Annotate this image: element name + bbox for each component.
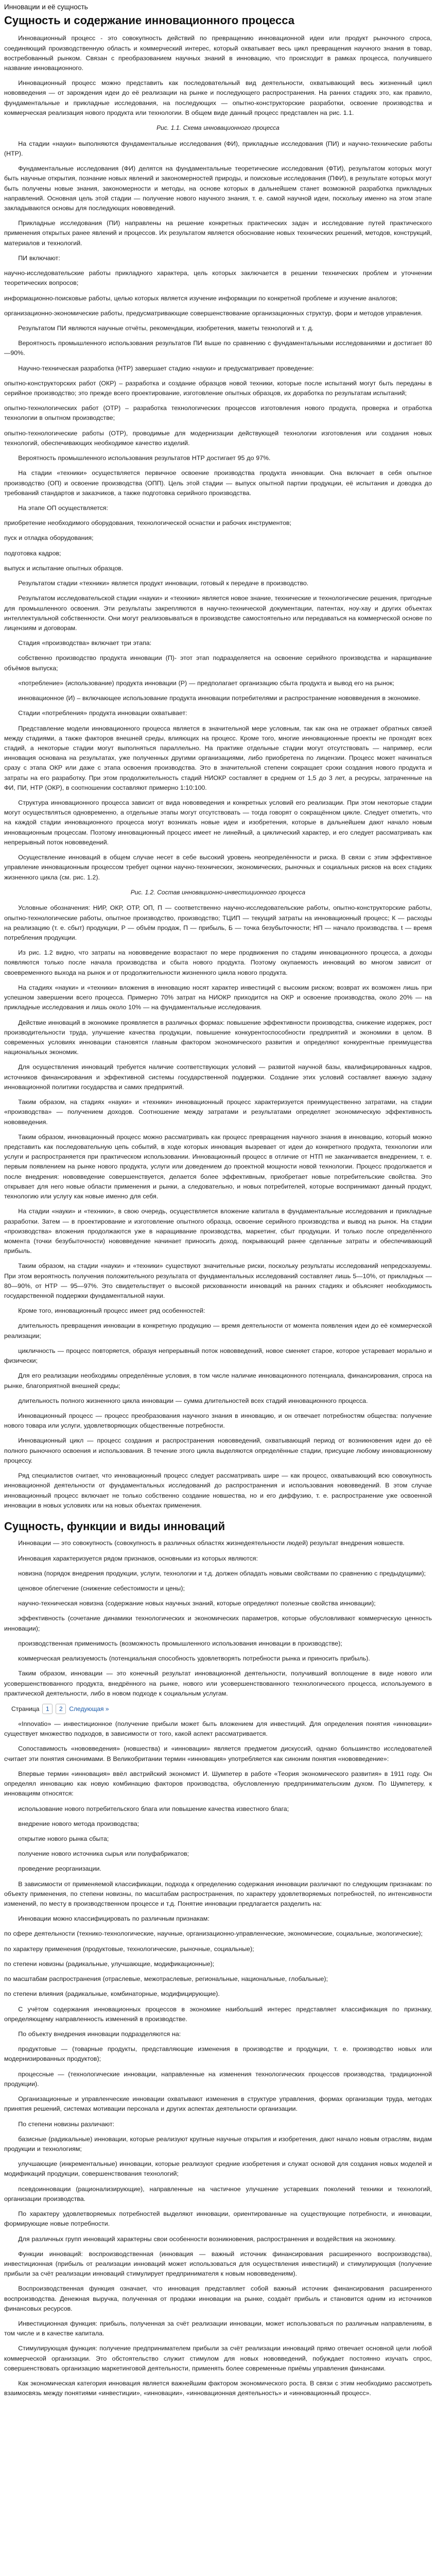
paragraph: На стадиях «науки» и «техники» вложения в инновацию носят характер инвестиций с высоким риском; возврат их возможен лишь при успешном завершении всего процесса. Примерно 70% затрат на НИОКР приходится на ОКР и освоение производства, около 20% — на прикладные исследования и лишь около 10% — на фундаментальные исследования. (4, 984, 432, 1011)
paragraph: Таким образом, инновационный процесс можно рассматривать как процесс превращения научного знания в инновацию, который можно представить как последовательную цепь событий, в ходе которых инновация вызревает от идеи до конкретного продукта, технологии или услуги и распространяется при практическом использовании. Инновационный процесс в отличие от НТП не заканчивается внедрением, т. е. первым появлением на рынке нового продукта, услуги или доведением до проектной мощности новой технологии. Процесс продолжается и после внедрения: нововведение совершенствуется, делается более эффективным, приобретает новые потребительские свойства. Это открывает для него новые области применения и рынки, а следовательно, и новых потребителей, которые воспринимают данный продукт, технологию или услугу как новые именно для себя. (4, 1133, 432, 1200)
paragraph: Фундаментальные исследования (ФИ) делятся на фундаментальные теоретические исследования (ФТИ), результатом которых могут быть научные открытия, познание новых явлений и закономерностей природы, и поисковые исследования (ПФИ), в результате которых могут быть получены новые знания, закономерности и методы, на основе которых в дальнейшем станет возможной разработка прикладных направлений. Основная цель этой стадии — получение нового научного знания, т. е. самой научной идеи, поскольку именно на этом этапе закладываются основы для последующих нововведений. (4, 165, 432, 212)
paragraph: По объекту внедрения инновации подразделяются на: (18, 2030, 181, 2038)
paragraph: Инновация характеризуется рядом признаков, основными из которых являются: (18, 1554, 258, 1562)
section-8 (4, 903, 432, 1511)
paragraph: Ряд специалистов считает, что инновационный процесс следует рассматривать шире — как процесс, охватывающий всю совокупность инновационной деятельности от фундаментальных исследований до распространения и использования нововведений. В этом случае инновационный процесс включает не только собственно создание новшества, но и его диффузию, т. е. распространение уже освоенной инновации в новых условиях или на новых объектах применения. (4, 1472, 432, 1509)
paragraph: По характеру удовлетворяемых потребностей выделяют инновации, ориентированные на существующие потребности, и инновации, формирующие новые потребности. (4, 2210, 432, 2228)
paragraph: Инновационный цикл — процесс создания и распространения нововведений, охватывающий период от возникновения идеи до её полного рыночного освоения и использования. В течение этого цикла выделяются определённые стадии, присущие любому инновационному процессу. (4, 1437, 432, 1464)
paragraph: Сопоставимость «нововведения» (новшества) и «инновации» является предметом дискуссий, однако большинство исследователей считает эти понятия синонимами. В Великобритании термин «инновация» употребляется как синоним понятия «нововведение»: (4, 1745, 432, 1762)
paragraph: На стадии «техники» осуществляется первичное освоение производства продукта инновации. Она включает в себя опытное производство (ОП) и освоение производства (ОПП). Цель этой стадии — выпуск опытной партии продукции, её испытания и доводка до требований стандартов и заказчиков, а также подготовка серийного производства. (4, 469, 432, 497)
list-item: пуск и отладка оборудования; (4, 534, 94, 542)
paragraph: длительность превращения инновации в конкретную продукцию — время деятельности от момента появления идеи до её коммерческой реализации; (4, 1322, 432, 1340)
paragraph: собственно производство продукта инновации (П)- этот этап подразделяется на освоение серийного производства и наращивание объёмов выпуска; (4, 654, 432, 672)
list-item: подготовка кадров; (4, 549, 61, 557)
paragraph: Инновации — это совокупность (совокупность в различных областях жизнедеятельности людей) результат внедрения новшеств. (18, 1539, 405, 1547)
paragraph: использование нового потребительского блага или повышение качества известного блага; (18, 1805, 289, 1812)
paragraph: Таким образом, на стадии «науки» и «техники» существуют значительные риски, поскольку результаты исследований непредсказуемы. При этом вероятность получения положительного результата от фундаментальных исследований составляет лишь 5—10%, от прикладных — 80—90%, от НТР — 95—97%. Это свидетельствует о высокой рискованности инноваций на ранних стадиях и объясняет необходимость государственной поддержки фундаментальной науки. (4, 1262, 432, 1300)
paragraph: Таким образом, на стадиях «науки» и «техники» инновационный процесс характеризуется преимущественно затратами, на стадии «производства» — получением доходов. Соотношение между затратами и результатами определяет экономическую эффективность нововведения. (4, 1098, 432, 1126)
paragraph: внедрение нового метода производства; (18, 1820, 139, 1827)
pagination-page-2[interactable]: 2 (56, 1704, 66, 1714)
paragraph: Функции инноваций: воспроизводственная (инновация — важный источник финансирования расширенного воспроизводства), инвестиционная (прибыль от реализации инноваций может использоваться для осуществления инвестиций) и стимулирующая (получение прибыли за счёт реализации инноваций стимулирует предпринимателя к новым нововведениям). (4, 2250, 432, 2278)
paragraph: Инновации можно классифицировать по различным признакам: (18, 1915, 210, 1923)
pagination-next-link[interactable]: Следующая » (69, 1705, 109, 1713)
paragraph: Осуществление инноваций в общем случае несет в себе высокий уровень неопределённости и риска. В связи с этим эффективное управление инновационным процессом требует оценки научно-технических, экономических, рыночных и социальных рисков на всех стадиях жизненного цикла (см. рис. 1.2). (4, 854, 432, 881)
paragraph: Для различных групп инноваций характерны свои особенности возникновения, распространения и воздействия на экономику. (18, 2235, 396, 2243)
list-3 (4, 518, 432, 573)
paragraph: Условные обозначения: НИР, ОКР, ОТР, ОП, П — соответственно научно-исследовательские работы, опытно-конструкторские работы, опытно-технологические работы, опытное производство, производство; ТЦИП — текущий затраты на инновационный процесс; К — расходы на реализацию (т. е. сбыт) продукции, Р — объём продаж, П — прибыль, Б — точка безубыточности; НП — начало производства. t — время потребления продукции. (4, 904, 432, 942)
list-item: по масштабам распространения (отраслевые, межотраслевые, региональные, национальные, глобальные); (4, 1975, 328, 1983)
paragraph: проведение реорганизации. (18, 1865, 101, 1873)
paragraph: производственная применимость (возможность промышленного использования инновации в производстве); (18, 1639, 342, 1647)
paragraph: Для осуществления инноваций требуется наличие соответствующих условий — развитой научной базы, квалифицированных кадров, источников финансирования и эффективной системы государственной поддержки. Создание этих условий составляет важную задачу инновационной политики государства и самих предприятий. (4, 1063, 432, 1091)
paragraph: улучшающие (инкрементальные) инновации, которые реализуют средние изобретения и служат основой для создания новых моделей и модификаций продукции, совершенствования технологий; (4, 2160, 432, 2178)
list-item: опытно-технологических работ (ОТР) – разработка технологических процессов изготовления нового продукта, проверка и отработка технологии в опытном производстве; (4, 404, 432, 422)
paragraph: псевдоинновации (рационализирующие), направленные на частичное улучшение устаревших поколений техники и технологий, организации производства. (4, 2185, 432, 2202)
paragraph: Для его реализации необходимы определённые условия, в том числе наличие инновационного потенциала, финансирования, спроса на рынке, благоприятной внешней среды; (4, 1372, 432, 1389)
paragraph: получение нового источника сырья или полуфабрикатов; (18, 1850, 189, 1858)
paragraph: На стадии «науки» и «техники», в свою очередь, осуществляется вложение капитала в фундаментальные исследования и прикладные разработки. Затем — в проектирование и изготовление опытного образца, освоение серийного производства и вывод на рынок. На стадии «производства» вложения продолжаются уже в наращивание производства, маркетинг, сбыт продукции. И только после определённого момента (точки безубыточности) нововведение начинает приносить доход, покрывающий ранее сделанные затраты и обеспечивающий прибыль. (4, 1208, 432, 1255)
list-item: приобретение необходимого оборудования, технологической оснастки и рабочих инструментов; (4, 519, 291, 527)
list-item: информационно-поисковые работы, целью которых является изучение информации по конкретной проблеме и изучение аналогов; (4, 294, 397, 302)
paragraph: Воспроизводственная функция означает, что инновация представляет собой важный источник финансирования расширенного воспроизводства. Денежная выручка, полученная от продажи инновации на рынке, создаёт прибыль и становится одним из источников финансовых ресурсов. (4, 2285, 432, 2312)
section-6 (4, 594, 432, 703)
paragraph: инновационное (И) – включающее использование продукта инновации потребителями и распространение нововведения в экономике. (18, 694, 421, 702)
paragraph: С учётом содержания инновационных процессов в экономике наибольший интерес представляет классификация по признаку, определяющему направленность изменений в производстве. (4, 2005, 432, 2023)
list-item: опытно-конструкторских работ (ОКР) – разработка и создание образцов новой техники, которые после испытаний могут быть переданы в серийное производство; это прежде всего проектирование, изготовление опытных образцов, их доработка по результатам испытаний; (4, 379, 432, 397)
list-item: опытно-технологические работы (ОТР), проводимые для модернизации действующей технологии изготовления или создания новых технологий, обеспечивающих необходимое качество изделий. (4, 429, 432, 447)
paragraph: «потребление» (использование) продукта инновации (Р) — предполагает организацию сбыта продукта и вывод его на рынок; (18, 679, 394, 687)
paragraph: ценовое облегчение (снижение себестоимости и цены); (18, 1585, 185, 1592)
section-11 (4, 2005, 432, 2399)
paragraph: Результатом стадии «техники» является продукт инновации, готовый к передаче в производство. (18, 580, 309, 587)
paragraph: Как экономическая категория инновация является важнейшим фактором экономического роста. В связи с этим необходимо рассмотреть взаимосвязь между понятиями «инвестиции», «инновации», «инновационная деятельность» и «инновационный процесс». (4, 2380, 432, 2397)
paragraph: На стадии «науки» выполняются фундаментальные исследования (ФИ), прикладные исследования (ПИ) и научно-технические работы (НТР). (4, 140, 432, 157)
section-3 (4, 324, 432, 374)
paragraph: Инновационный процесс можно представить как последовательный вид деятельности, охватывающий весь жизненный цикл нововведения — от зарождения идеи до её реализации на рынке и последующего распространения. На ранних стадиях это, как правило, фундаментальные и прикладные исследования, на последующих — опытно-конструкторские разработки, освоение производства и коммерческая реализация нового продукта или технологии. В общем виде данный процесс представлен на рис. 1.1. (4, 79, 432, 116)
paragraph: Структура инновационного процесса зависит от вида нововведения и конкретных условий его реализации. При этом некоторые стадии могут осуществляться одновременно, а отдельные этапы могут отсутствовать — тогда говорят о сокращённом цикле. Следует отметить, что на каждой стадии инновационного процесса могут возникать новые идеи и изобретения, которые в дальнейшем дают начало новым инновационным процессам. Поэтому инновационный процесс имеет не линейный, а циклический характер, и его следует рассматривать как непрерывный поток нововведений. (4, 799, 432, 846)
pagination-label: Страница (11, 1705, 40, 1713)
page-title: Сущность и содержание инновационного процесса (4, 13, 294, 27)
paragraph: Результатом ПИ являются научные отчёты, рекомендации, изобретения, макеты технологий и т. д. (18, 324, 313, 332)
paragraph: Инновационный процесс - это совокупность действий по превращению инновационной идеи или продукт рыночного спроса, соединяющий производственную область и коммерческий интерес, который охватывает весь цикл превращения научного знания в товар, востребованный рынком. Связан с преобразованием научных знаний в инновацию, что происходит в рамках процесса, получившего название инновационного. (4, 35, 432, 72)
list-item: по сфере деятельности (технико-технологические, научные, организационно-управленческие, экономические, социальные, экологические); (4, 1930, 423, 1938)
paragraph: Вероятность промышленного использования результатов НТР достигает 95 до 97%. (18, 454, 271, 462)
pagination-current: 1 (42, 1704, 53, 1714)
list-1 (4, 268, 432, 318)
section-5 (4, 579, 432, 588)
paragraph: По степени новизны различают: (18, 2120, 115, 2128)
paragraph: На этапе ОП осуществляется: (18, 504, 108, 512)
figure-caption-2: Рис. 1.2. Состав инновационно-инвестиционного процесса (130, 888, 306, 896)
paragraph: Действие инноваций в экономике проявляется в различных формах: повышение эффективности производства, снижение издержек, рост производительности труда, улучшение качества продукции, повышение конкурентоспособности предприятий и экономики в целом. В современных условиях инновации становятся главным фактором экономического развития и определяют конкурентные преимущества национальных экономик. (4, 1019, 432, 1056)
paragraph: Результатом исследовательской стадии «науки» и «техники» является новое знание, технические и технологические решения, пригодные для промышленного освоения. Эти результаты закрепляются в научно-технической документации, патентах, ноу-хау и других объектах интеллектуальной собственности. Они могут реализовываться в производстве самостоятельно или передаваться на коммерческой основе по лицензиям и договорам. (4, 595, 432, 632)
paragraph: Впервые термин «инновация» ввёл австрийский экономист И. Шумпетер в работе «Теория экономического развития» в 1911 году. Он определял инновацию как новую комбинацию факторов производства, обусловленную предпринимательским духом. По Шумпетеру, к инновациям относятся: (4, 1770, 432, 1798)
list-item: по характеру применения (продуктовые, технологические, рыночные, социальные); (4, 1945, 254, 1953)
section-10 (4, 1719, 432, 1924)
paragraph: Инновационный процесс — процесс преобразования научного знания в инновацию, и он отвечает потребностям общества: получение нового товара или услуги, удовлетворяющих общественные потребности. (4, 1412, 432, 1430)
section-2 (4, 139, 432, 263)
section-1 (4, 33, 432, 118)
list-item: выпуск и испытание опытных образцов. (4, 564, 124, 572)
paragraph: Стадия «производства» включает три этапа: (18, 639, 152, 647)
paragraph: базисные (радикальные) инновации, которые реализуют крупные научные открытия и изобретения, дают начало новым отраслям, видам продукции и технологиям; (4, 2135, 432, 2153)
paragraph: научно-техническая новизна (содержание новых научных знаний, которые определяют полезные свойства инновации); (18, 1600, 376, 1607)
list-item: научно-исследовательские работы прикладного характера, цель которых заключается в решении технических проблем и уточнении теоретических вопросов; (4, 269, 432, 287)
section-7 (4, 708, 432, 883)
list-item: по степени влияния (радикальные, комбинаторные, модифицирующие). (4, 1990, 220, 1998)
breadcrumb[interactable]: Инновации и её сущность (4, 3, 88, 11)
paragraph: Прикладные исследования (ПИ) направлены на решение конкретных практических задач и исследование путей практического применения открытых ранее явлений и процессов. Их результатом является обоснование новых технических решений, методов, конструкций, материалов и технологий. (4, 219, 432, 247)
list-2 (4, 379, 432, 448)
paragraph: Представление модели инновационного процесса является в значительной мере условным, так как она не отражает обратных связей между стадиями, а также факторов внешней среды, влияющих на процесс. Кроме того, многие инновационные проекты не проходят всех стадий, а некоторые стадии могут выполняться параллельно. На практике отдельные стадии могут отсутствовать — например, если инновация основана на результатах, уже полученных другими организациями, либо приобретена по лицензии. Процесс может начинаться сразу с этапа ОКР или даже с этапа освоения производства. Это в значительной степени сокращает сроки создания нового продукта и затраты на его разработку. При этом продолжительность стадий НИОКР составляет в среднем от 1,5 до 3 лет, а ресурсы, затраченные на ФИ, ПИ, НТР (ОКР), в соотношении составляют примерно 1:10:100. (4, 724, 432, 791)
paragraph: эффективность (сочетание динамики технологических и экономических параметров, которые обусловливают коммерческую ценность инновации); (4, 1615, 432, 1632)
list-item: по степени новизны (радикальные, улучшающие, модификационные); (4, 1960, 215, 1968)
paragraph: Стадии «потребления» продукта инновации охватывает: (18, 709, 187, 717)
list-item: организационно-экономические работы, предусматривающие совершенствование организационных структур, форм и методов управления. (4, 309, 423, 317)
paragraph: цикличность — процесс повторяется, образуя непрерывный поток нововведений, новое сменяет старое, которое устаревает морально и физически; (4, 1347, 432, 1365)
pagination (11, 1704, 432, 1714)
paragraph: продуктовые — (товарные продукты, представляющие изменения в производстве и продукции, т. е. производство новых или модернизированных продуктов); (4, 2045, 432, 2063)
paragraph: ПИ включают: (18, 254, 60, 262)
paragraph: новизна (порядок внедрения продукции, услуги, технологии и т.д. должен обладать новыми свойствами по сравнению с предыдущими); (18, 1569, 426, 1577)
paragraph: открытие нового рынка сбыта; (18, 1835, 109, 1842)
list-4 (4, 1929, 432, 1999)
figure-caption-1: Рис. 1.1. Схема инновационного процесса (156, 124, 280, 132)
paragraph: В зависимости от применяемой классификации, подхода к определению содержания инновации различают по следующим признакам: по объекту применения, по степени новизны, по масштабам распространения, по характеру удовлетворяемых потребностей, по интенсивности изменений, по месту в производственном процессе и т.д. Понятие инновации предлагается разделить на: (4, 1880, 432, 1908)
paragraph: Стимулирующая функция: получение предпринимателем прибыли за счёт реализации инноваций прямо отвечает основной цели любой коммерческой организации. Это обстоятельство служит стимулом для новых нововведений, побуждает постоянно изучать спрос, совершенствовать организацию маркетинговой деятельности, применять более современные приёмы управления финансами. (4, 2345, 432, 2372)
section-heading: Сущность, функции и виды инноваций (4, 1519, 225, 1533)
section-4 (4, 453, 432, 513)
paragraph: Из рис. 1.2 видно, что затраты на нововведение возрастают по мере продвижения по стадиям инновационного процесса, а доходы появляются только после начала производства и сбыта нового продукта. Поэтому окупаемость инноваций во многом зависит от своевременного выхода на рынок и от продолжительности жизненного цикла нового продукта. (4, 949, 432, 976)
section-9 (4, 1538, 432, 1699)
paragraph: длительность полного жизненного цикла инновации — сумма длительностей всех стадий инновационного процесса. (18, 1397, 368, 1404)
paragraph: Вероятность промышленного использования результатов ПИ выше по сравнению с фундаментальными исследованиями и достигает 80—90%. (4, 340, 432, 357)
paragraph: Инвестиционная функция: прибыль, полученная за счёт реализации инновации, может использоваться по различным направлениям, в том числе и в качестве капитала. (4, 2320, 432, 2337)
paragraph: процессные — (технологические инновации, направленные на изменения технологических процессов производства, традиционной продукции). (4, 2070, 432, 2088)
paragraph: коммерческая реализуемость (потенциальная способность удовлетворять потребности рынка и приносить прибыль). (18, 1655, 370, 1663)
paragraph: Организационные и управленческие инновации охватывают изменения в структуре управления, формах организации труда, методах принятия решений, системах мотивации персонала и других аспектах деятельности организации. (4, 2095, 432, 2113)
paragraph: «Innovatio» — инвестиционное (получение прибыли может быть вложением для инвестиций. Для определения понятия «инновации» существует множество подходов, в зависимости от того, какой аспект рассматривается. (4, 1720, 432, 1738)
paragraph: Научно-техническая разработка (НТР) завершает стадию «науки» и предусматривает проведение: (18, 364, 314, 372)
paragraph: Кроме того, инновационный процесс имеет ряд особенностей: (18, 1307, 205, 1315)
paragraph: Таким образом, инновации — это конечный результат инновационной деятельности, получивший воплощение в виде нового или усовершенствованного продукта, внедрённого на рынке, нового или усовершенствованного технологического процесса, используемого в практической деятельности, либо в новом подходе к социальным услугам. (4, 1670, 432, 1697)
